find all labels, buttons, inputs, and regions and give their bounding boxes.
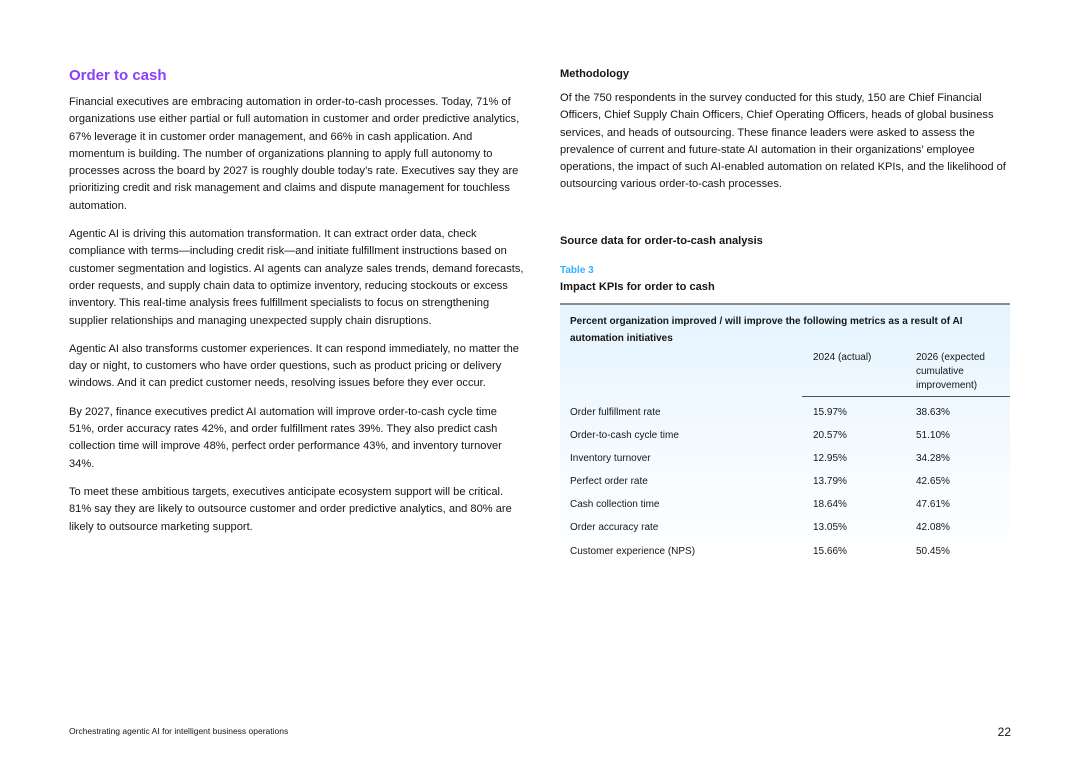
table-title: Impact KPIs for order to cash: [560, 281, 715, 293]
row-label: Cash collection time: [570, 499, 660, 511]
paragraph-2027-predictions: By 2027, finance executives predict AI automation will improve order-to-cash cycle time 51%, order accuracy rates 42%, and order fulfillment rates 39%. They also predict cash collection time will improve 48%, perfect order performance 43%, and inventory turnover 34%.: [69, 405, 502, 470]
source-data-heading: Source data for order-to-cash analysis: [560, 235, 763, 247]
table-row: [560, 516, 1010, 539]
section-title: Order to cash: [69, 67, 167, 84]
row-label: Order fulfillment rate: [570, 407, 661, 418]
table-row: [560, 540, 1010, 563]
row-label: Inventory turnover: [570, 453, 651, 465]
row-value-2026: 42.08%: [916, 522, 950, 534]
paragraph-automation: Financial executives are embracing automation in order-to-cash processes. Today, 71% of organizations use either partial or full automation in customer and order predictive analytics, 67% leverage it in customer order management, and 66% in cash application. And momentum is building. The number of organizations planning to apply full autonomy to processes across the board by 2027 is roughly double today’s rate. Executives say they are prioritizing credit and risk management and claims and dispute management for touchless automation.: [69, 96, 520, 212]
row-value-2024: 18.64%: [813, 499, 847, 511]
row-value-2024: 15.97%: [813, 407, 847, 418]
table-row: [560, 401, 1010, 424]
row-value-2024: 13.05%: [813, 522, 847, 534]
row-value-2024: 12.95%: [813, 453, 847, 465]
footer-document-title: Orchestrating agentic AI for intelligent business operations: [69, 726, 289, 736]
row-value-2026: 42.65%: [916, 476, 950, 488]
row-value-2026: 34.28%: [916, 453, 950, 465]
column-header-2024: 2024 (actual): [813, 352, 872, 363]
table-label: Table 3: [560, 265, 594, 276]
paragraph-customer-experience: Agentic AI also transforms customer experiences. It can respond immediately, no matter the day or night, to customers who have order questions, such as product pricing or delivery windows. And it can predict customer needs, resolving issues before they ever occur.: [69, 342, 519, 390]
row-value-2026: 38.63%: [916, 407, 950, 418]
row-label: Order accuracy rate: [570, 522, 659, 534]
table-row: [560, 493, 1010, 516]
page-number: 22: [997, 725, 1011, 739]
table-header-row: [560, 347, 1010, 397]
row-label: Perfect order rate: [570, 476, 648, 488]
row-value-2024: 13.79%: [813, 476, 847, 488]
paragraph-ecosystem-support: To meet these ambitious targets, executives anticipate ecosystem support will be critical. 81% say they are likely to outsource customer and order predictive analytics, and 80% are likely to outsource marketing support.: [69, 485, 512, 533]
row-value-2026: 47.61%: [916, 499, 950, 511]
row-value-2024: 20.57%: [813, 430, 847, 442]
methodology-heading: Methodology: [560, 68, 630, 80]
table-row: [560, 470, 1010, 493]
kpi-table: [560, 303, 1010, 569]
row-label: Customer experience (NPS): [570, 545, 696, 557]
column-header-2026: 2026 (expected cumulative improvement): [916, 352, 985, 391]
table-caption: Percent organization improved / will improve the following metrics as a result of AI automation initiatives: [570, 316, 963, 344]
row-label: Order-to-cash cycle time: [570, 430, 679, 442]
methodology-text: Of the 750 respondents in the survey conducted for this study, 150 are Chief Financial Officers, Chief Supply Chain Officers, Chief Operating Officers, heads of global business services, and heads of outsourcing. These finance leaders were asked to assess the prevalence of current and future-state AI automation in their organizations’ employee operations, the impact of such AI-enabled automation on related KPIs, and the likelihood of outsourcing various order-to-cash processes.: [560, 92, 1006, 191]
table-row: [560, 447, 1010, 470]
paragraph-agentic-transformation: Agentic AI is driving this automation transformation. It can extract order data, check compliance with terms—including credit risk—and initiate fulfillment instructions based on customer segmentation and logistics. AI agents can analyze sales trends, demand forecasts, order requests, and supply chain data to optimize inventory, reducing stockouts or excess inventory. This real-time analysis frees fulfillment specialists to focus on strengthening supplier relationships and managing unexpected supply chain disruptions.: [69, 228, 524, 327]
left-column: [69, 66, 525, 547]
header-divider: [802, 396, 1010, 397]
row-value-2026: 51.10%: [916, 430, 950, 442]
row-value-2024: 15.66%: [813, 545, 847, 557]
table-row: [560, 424, 1010, 447]
right-column: [560, 66, 1012, 557]
row-value-2026: 50.45%: [916, 545, 950, 557]
